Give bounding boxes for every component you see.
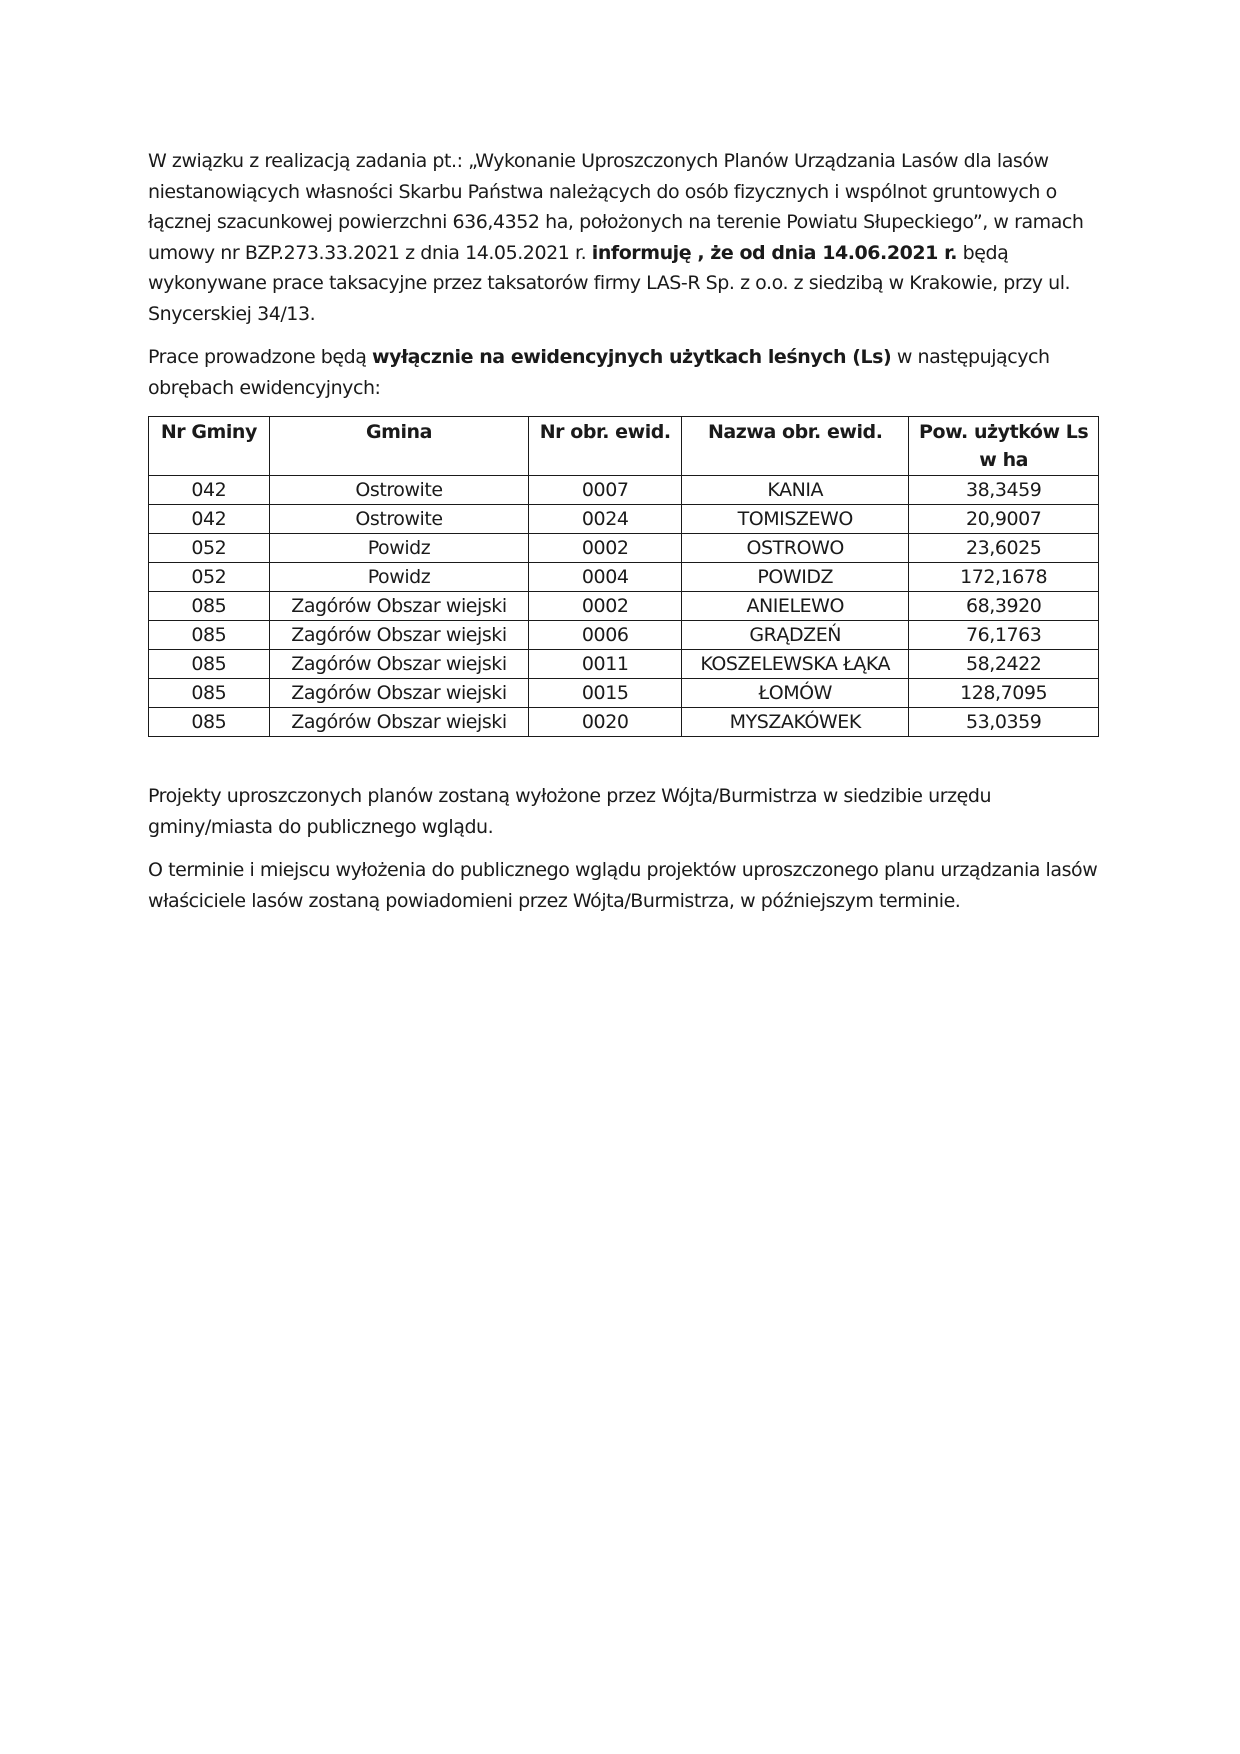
intro-bold-notice: informuję , że od dnia 14.06.2021 r. xyxy=(591,241,958,264)
cell-nazwa-obr: GRĄDZEŃ xyxy=(682,621,909,650)
notice-paragraph-2: O terminie i miejscu wyłożenia do publicznego wglądu projektów uproszczonego planu urządzania lasów właściciele lasów zostaną powiadomieni przez Wójta/Burmistrza, w późniejszym terminie. xyxy=(148,859,1098,912)
cell-nazwa-obr: OSTROWO xyxy=(682,534,909,563)
table-lead-paragraph xyxy=(148,342,1098,403)
cell-nr-obr: 0007 xyxy=(529,476,682,505)
cell-nr-obr: 0006 xyxy=(529,621,682,650)
cell-nr-obr: 0011 xyxy=(529,650,682,679)
cell-nazwa-obr: POWIDZ xyxy=(682,563,909,592)
table-header-row xyxy=(149,417,1099,476)
lead-text-start: Prace prowadzone będą xyxy=(148,346,367,368)
cell-nr-obr: 0015 xyxy=(529,679,682,708)
header-nazwa-obr-ewid: Nazwa obr. ewid. xyxy=(682,417,909,476)
cell-powierzchnia: 128,7095 xyxy=(909,679,1099,708)
cell-nr-gminy: 085 xyxy=(149,708,270,737)
cell-gmina: Powidz xyxy=(269,563,529,592)
cell-nr-obr: 0020 xyxy=(529,708,682,737)
cell-powierzchnia: 68,3920 xyxy=(909,592,1099,621)
table-row xyxy=(149,708,1099,737)
notice-paragraph-1: Projekty uproszczonych planów zostaną wyłożone przez Wójta/Burmistrza w siedzibie urzędu gminy/miasta do publicznego wglądu. xyxy=(148,785,992,838)
cell-powierzchnia: 53,0359 xyxy=(909,708,1099,737)
cell-nazwa-obr: ŁOMÓW xyxy=(682,679,909,708)
table-row xyxy=(149,679,1099,708)
cell-powierzchnia: 23,6025 xyxy=(909,534,1099,563)
cell-nazwa-obr: KANIA xyxy=(682,476,909,505)
table-row xyxy=(149,476,1099,505)
intro-paragraph xyxy=(148,146,1098,329)
cell-nazwa-obr: KOSZELEWSKA ŁĄKA xyxy=(682,650,909,679)
cell-gmina: Ostrowite xyxy=(269,476,529,505)
table-row xyxy=(149,534,1099,563)
cell-nr-gminy: 085 xyxy=(149,621,270,650)
cell-nr-obr: 0024 xyxy=(529,505,682,534)
cell-nazwa-obr: TOMISZEWO xyxy=(682,505,909,534)
cell-nr-gminy: 052 xyxy=(149,563,270,592)
cell-nr-gminy: 052 xyxy=(149,534,270,563)
lead-text-end: w następujących obrębach ewidencyjnych: xyxy=(148,346,1050,399)
cell-gmina: Zagórów Obszar wiejski xyxy=(269,621,529,650)
cell-nr-gminy: 085 xyxy=(149,679,270,708)
cell-powierzchnia: 20,9007 xyxy=(909,505,1099,534)
intro-text-start: W związku z realizacją zadania pt.: „Wykonanie Uproszczonych Planów Urządzania Lasów dla lasów niestanowiących własności Skarbu Państwa należących do osób fizycznych i wspólnot gruntowych o łącznej szacunkowej powierzchni 636,4352 ha, położonych na terenie Powiatu Słupeckiego”, w ramach umowy nr BZP.273.33.2021 z dnia 14.05.2021 r. xyxy=(148,150,1084,264)
cell-nr-gminy: 085 xyxy=(149,592,270,621)
document-page xyxy=(148,146,1098,916)
lead-bold-scope: wyłącznie na ewidencyjnych użytkach leśnych (Ls) xyxy=(372,346,892,368)
header-pow-uzytkow: Pow. użytków Ls w ha xyxy=(909,417,1099,476)
intro-text-end: będą wykonywane prace taksacyjne przez taksatorów firmy LAS-R Sp. z o.o. z siedzibą w Krakowie, przy ul. Snycerskiej 34/13. xyxy=(148,241,1071,325)
header-nr-obr-ewid: Nr obr. ewid. xyxy=(529,417,682,476)
cell-powierzchnia: 58,2422 xyxy=(909,650,1099,679)
header-gmina: Gmina xyxy=(269,417,529,476)
cell-nr-gminy: 042 xyxy=(149,505,270,534)
table-spacer xyxy=(148,737,1098,781)
districts-table xyxy=(148,416,1099,737)
table-row xyxy=(149,621,1099,650)
header-nr-gminy: Nr Gminy xyxy=(149,417,270,476)
cell-gmina: Zagórów Obszar wiejski xyxy=(269,679,529,708)
cell-nr-obr: 0004 xyxy=(529,563,682,592)
table-row xyxy=(149,592,1099,621)
cell-nr-gminy: 042 xyxy=(149,476,270,505)
cell-powierzchnia: 38,3459 xyxy=(909,476,1099,505)
table-row xyxy=(149,650,1099,679)
cell-gmina: Zagórów Obszar wiejski xyxy=(269,592,529,621)
cell-nazwa-obr: MYSZAKÓWEK xyxy=(682,708,909,737)
cell-gmina: Powidz xyxy=(269,534,529,563)
cell-nr-obr: 0002 xyxy=(529,534,682,563)
table-row xyxy=(149,563,1099,592)
cell-gmina: Zagórów Obszar wiejski xyxy=(269,650,529,679)
cell-nr-gminy: 085 xyxy=(149,650,270,679)
cell-powierzchnia: 76,1763 xyxy=(909,621,1099,650)
table-row xyxy=(149,505,1099,534)
cell-gmina: Zagórów Obszar wiejski xyxy=(269,708,529,737)
cell-gmina: Ostrowite xyxy=(269,505,529,534)
cell-powierzchnia: 172,1678 xyxy=(909,563,1099,592)
cell-nr-obr: 0002 xyxy=(529,592,682,621)
cell-nazwa-obr: ANIELEWO xyxy=(682,592,909,621)
